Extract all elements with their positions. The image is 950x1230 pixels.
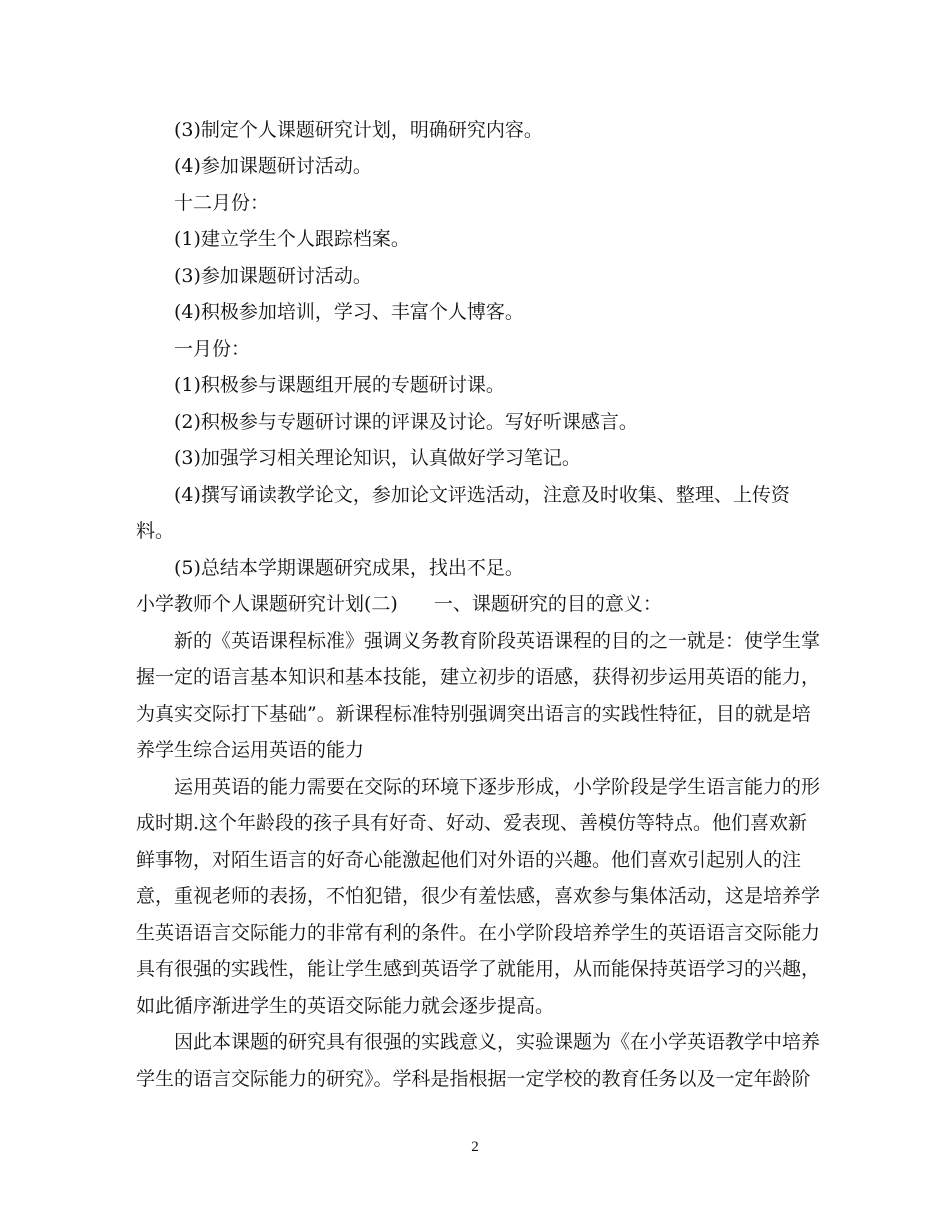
text-line: 十二月份： xyxy=(174,192,270,214)
text-line: 具有很强的实践性，能让学生感到英语学了就能用，从而能保持英语学习的兴趣， xyxy=(136,958,821,980)
text-line: 如此循序渐进学生的英语交际能力就会逐步提高。 xyxy=(136,995,555,1017)
text-line: 养学生综合运用英语的能力 xyxy=(136,739,365,761)
text-line: (4)参加课题研讨活动。 xyxy=(174,155,372,177)
text-line: 生英语语言交际能力的非常有利的条件。在小学阶段培养学生的英语语言交际能力 xyxy=(136,922,821,944)
text-line: 新的《英语课程标准》强调义务教育阶段英语课程的目的之一就是：使学生掌 xyxy=(174,630,821,652)
text-line: 运用英语的能力需要在交际的环境下逐步形成，小学阶段是学生语言能力的形 xyxy=(174,776,821,798)
text-line: 鲜事物，对陌生语言的好奇心能激起他们对外语的兴趣。他们喜欢引起别人的注 xyxy=(136,849,802,871)
page-number: 2 xyxy=(471,1139,479,1155)
text-line: (1)建立学生个人跟踪档案。 xyxy=(174,228,410,250)
text-line: (3)制定个人课题研究计划，明确研究内容。 xyxy=(174,119,543,141)
text-line: 学生的语言交际能力的研究》。学科是指根据一定学校的教育任务以及一定年龄阶 xyxy=(136,1068,811,1090)
text-line: (4)撰写诵读教学论文，参加论文评选活动，注意及时收集、整理、上传资 xyxy=(174,484,790,506)
text-line: (1)积极参与课题组开展的专题研讨课。 xyxy=(174,374,505,396)
text-line: 成时期.这个年龄段的孩子具有好奇、好动、爱表现、善模仿等特点。他们喜欢新 xyxy=(136,812,808,834)
text-line: (2)积极参与专题研讨课的评课及讨论。写好听课感言。 xyxy=(174,411,638,433)
text-line: (5)总结本学期课题研究成果，找出不足。 xyxy=(174,557,524,579)
text-line: 握一定的语言基本知识和基本技能，建立初步的语感，获得初步运用英语的能力， xyxy=(136,666,821,688)
text-line: 意，重视老师的表扬，不怕犯错，很少有羞怯感，喜欢参与集体活动，这是培养学 xyxy=(136,885,821,907)
text-line: (4)积极参加培训，学习、丰富个人博客。 xyxy=(174,301,524,323)
subsection-title: 一、课题研究的目的意义： xyxy=(433,593,662,615)
section-title: 小学教师个人课题研究计划(二) xyxy=(136,593,398,615)
text-line: 为真实交际打下基础”。新课程标准特别强调突出语言的实践性特征，目的就是培 xyxy=(136,703,811,725)
text-line: 因此本课题的研究具有很强的实践意义，实验课题为《在小学英语教学中培养 xyxy=(174,1031,821,1053)
text-line: 一月份： xyxy=(174,338,251,360)
heading-line xyxy=(0,592,950,616)
text-line: 料。 xyxy=(136,520,175,542)
text-line: (3)加强学习相关理论知识，认真做好学习笔记。 xyxy=(174,447,581,469)
text-line: (3)参加课题研讨活动。 xyxy=(174,265,372,287)
